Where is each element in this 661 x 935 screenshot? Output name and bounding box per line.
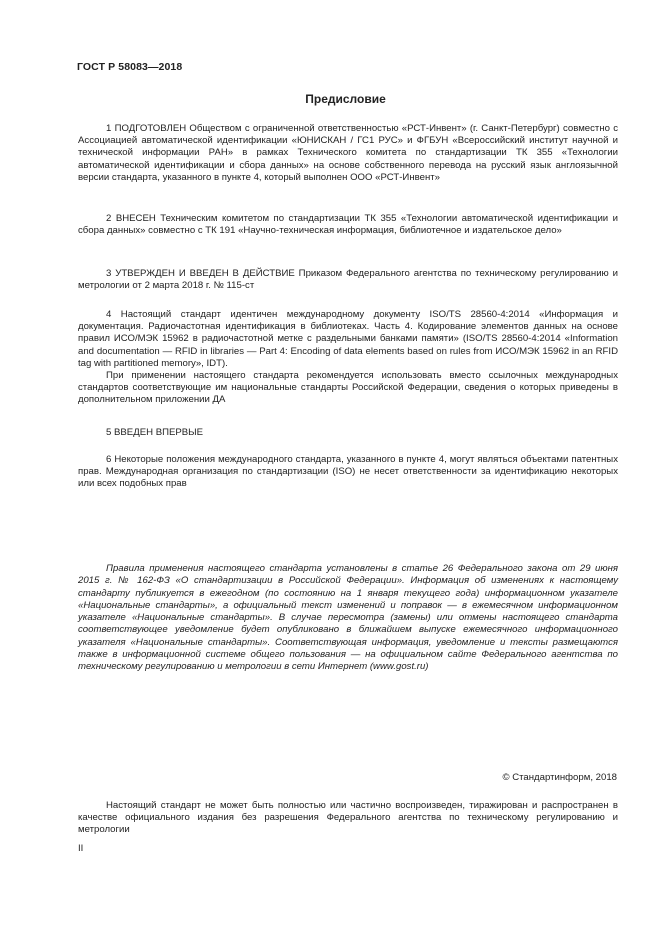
section-1-text: 1 ПОДГОТОВЛЕН Обществом с ограниченной ответственностью «РСТ-Инвент» (г. Санкт-Петербург) совместно с Ассоциацией автоматической идентификации «ЮНИСКАН / ГС1 РУС» и ФГБУН «Всероссийский институт научной и технической информации РАН» в рамках Технического комитета по стандартизации ТК 355 «Технологии автоматической идентификации и сбора данных» на основе собственного перевода на русский язык англоязычной версии стандарта, указанного в пункте 4, который выполнен ООО «РСТ-Инвент» (78, 123, 618, 183)
section-4 (78, 309, 618, 407)
section-4-text: 4 Настоящий стандарт идентичен международному документу ISO/TS 28560-4:2014 «Информация и документация. Радиочастотная идентификация в библиотеках. Часть 4. Кодирование элементов данных на основе правил ИСО/МЭК 15962 в радиочастотной метке с раздельными банками памяти» (ISO/TS 28560-4:2014 «Information and documentation — RFID in libraries — Part 4: Encoding of data elements based on rules from ИСО/МЭК 15962 in an RFID tag with partitioned memory», IDT). (78, 309, 618, 369)
section-5 (78, 427, 618, 439)
section-2-text: 2 ВНЕСЕН Техническим комитетом по стандартизации ТК 355 «Технологии автоматической идентификации и сбора данных» совместно с ТК 191 «Научно-техническая информация, библиотечное и издательское дело» (78, 213, 618, 237)
copyright: © Стандартинформ, 2018 (502, 772, 617, 783)
notice-text: Правила применения настоящего стандарта установлены в статье 26 Федерального закона от 29 июня 2015 г. № 162-ФЗ «О стандартизации в Российской Федерации». Информация об изменениях к настоящему стандарту публикуется в ежегодном (по состоянию на 1 января текущего года) информационном указателе «Национальные стандарты», а официальный текст изменений и поправок — в ежемесячном информационном указателе «Национальные стандарты». В случае пересмотра (замены) или отмены настоящего стандарта соответствующее уведомление будет опубликовано в ближайшем выпуске ежемесячного информационного указателя «Национальные стандарты». Соответствующая информация, уведомление и тексты размещаются также в информационной системе общего пользования — на официальном сайте Федерального агентства по техническому регулированию и метрологии в сети Интернет (www.gost.ru) (78, 563, 618, 673)
section-6-text: 6 Некоторые положения международного стандарта, указанного в пункте 4, могут являться объектами патентных прав. Международная организация по стандартизации (ISO) не несет ответственности за идентификацию некоторых или всех подобных прав (78, 454, 618, 490)
reproduction-notice-text: Настоящий стандарт не может быть полностью или частично воспроизведен, тиражирован и распространен в качестве официального издания без разрешения Федерального агентства по техническому регулированию и метрологии (78, 800, 618, 836)
section-1 (78, 123, 618, 184)
section-3 (78, 268, 618, 292)
section-2 (78, 213, 618, 237)
application-rules-notice (78, 563, 618, 674)
page-number: II (78, 843, 84, 854)
standard-code-header: ГОСТ Р 58083—2018 (77, 61, 183, 73)
page-title: Предисловие (305, 92, 386, 106)
section-3-text: 3 УТВЕРЖДЕН И ВВЕДЕН В ДЕЙСТВИЕ Приказом Федерального агентства по техническому регулированию и метрологии от 2 марта 2018 г. № 115-ст (78, 268, 618, 292)
section-4-note: При применении настоящего стандарта рекомендуется использовать вместо ссылочных международных стандартов соответствующие им национальные стандарты Российской Федерации, сведения о которых приведены в дополнительном приложении ДА (78, 370, 618, 406)
section-5-text: 5 ВВЕДЕН ВПЕРВЫЕ (106, 427, 204, 438)
section-6 (78, 454, 618, 491)
reproduction-notice (78, 800, 618, 837)
